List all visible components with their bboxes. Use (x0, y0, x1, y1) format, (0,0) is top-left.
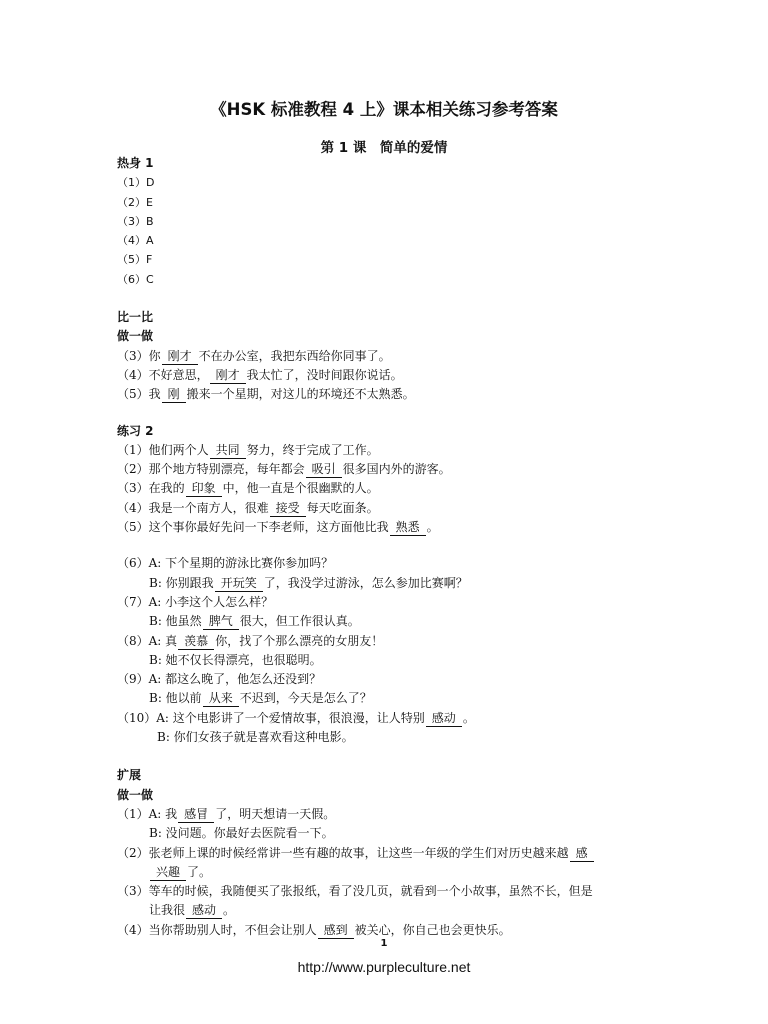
subsection-heading-practice: 做一做 (117, 787, 154, 802)
answer-blank: 印象 (186, 481, 222, 497)
answer-blank: 兴趣 (150, 865, 186, 881)
answer-blank: 感动 (186, 903, 222, 919)
dialog-line-a: （10）A: 这个电影讲了一个爱情故事，很浪漫，让人特别 感动 。 (117, 710, 475, 725)
answer-blank: 羡慕 (178, 634, 214, 650)
answer-line-continued: 让我很 感动 。 (149, 903, 236, 918)
answer-line: （2）那个地方特别漂亮，每年都会 吸引 很多国内外的游客。 (117, 462, 451, 477)
answer-blank: 吸引 (306, 462, 342, 478)
warmup-answer: （3）B (117, 214, 154, 228)
lesson-title: 第 1 课 简单的爱情 (320, 140, 448, 156)
section-heading-expand: 扩展 (117, 768, 142, 783)
footer-url: http://www.purpleculture.net (297, 959, 471, 975)
section-heading-exercise: 练习 2 (117, 423, 154, 438)
answer-blank: 感冒 (178, 807, 214, 823)
section-heading-warmup: 热身 1 (117, 156, 154, 170)
answer-blank: 开玩笑 (215, 576, 263, 592)
answer-line-continued: 兴趣 了。 (117, 863, 677, 882)
answer-line: （5）我 刚 搬来一个星期，对这儿的环境还不太熟悉。 (117, 387, 415, 402)
warmup-answer: （1）D (117, 176, 155, 190)
answer-line: （4）不好意思， 刚才 我太忙了，没时间跟你说话。 (117, 367, 403, 382)
page-number: 1 (380, 938, 388, 949)
answer-blank: 刚才 (162, 349, 198, 365)
answer-blank: 接受 (270, 501, 306, 517)
dialog-line-b: B: 她不仅长得漂亮，也很聪明。 (149, 652, 322, 667)
dialog-line-a: （8）A: 真 羡慕 你，找了个那么漂亮的女朋友！ (117, 633, 384, 648)
dialog-line-b: B: 他以前 从来 不迟到，今天是怎么了？ (149, 691, 372, 706)
answer-line: （4）当你帮助别人时，不但会让别人 感到 被关心，你自己也会更快乐。 (117, 922, 511, 937)
answer-line: （5）这个事你最好先问一下李老师，这方面他比我 熟悉 。 (117, 520, 439, 535)
dialog-line-b: B: 他虽然 脾气 很大，但工作很认真。 (149, 614, 360, 629)
answer-line: （1）他们两个人 共同 努力，终于完成了工作。 (117, 442, 379, 457)
dialog-line-a: （7）A: 小李这个人怎么样？ (117, 594, 274, 609)
dialog-line-a: （1）A: 我 感冒 了，明天想请一天假。 (117, 806, 336, 821)
dialog-line-a: （9）A: 都这么晚了，他怎么还没到？ (117, 672, 322, 687)
dialog-line-b: B: 你们女孩子就是喜欢看这种电影。 (157, 730, 354, 745)
answer-blank: 熟悉 (390, 520, 426, 536)
answer-blank: 共同 (210, 443, 246, 459)
warmup-answer: （2）E (117, 195, 153, 209)
section-heading-compare: 比一比 (117, 310, 154, 325)
warmup-answer: （4）A (117, 234, 154, 248)
dialog-line-b: B: 没问题。你最好去医院看一下。 (149, 826, 334, 841)
answer-blank: 刚才 (210, 368, 246, 384)
answer-line: （3）你 刚才 不在办公室，我把东西给你同事了。 (117, 348, 391, 363)
document-title: 《HSK 标准教程 4 上》课本相关练习参考答案 (210, 100, 558, 119)
dialog-line-b: B: 你别跟我 开玩笑 了，我没学过游泳，怎么参加比赛啊？ (149, 575, 468, 590)
dialog-line-a: （6）A: 下个星期的游泳比赛你参加吗？ (117, 556, 334, 571)
answer-line: （4）我是一个南方人，很难 接受 每天吃面条。 (117, 500, 379, 515)
warmup-answer: （6）C (117, 272, 154, 286)
answer-line: （3）在我的 印象 中，他一直是个很幽默的人。 (117, 481, 379, 496)
answer-blank: 感 (570, 846, 594, 862)
answer-line: （3）等车的时候，我随便买了张报纸，看了没几页，就看到一个小故事，虽然不长，但是 (117, 884, 593, 899)
answer-blank: 脾气 (203, 614, 239, 630)
warmup-answer: （5）F (117, 253, 153, 267)
answer-line: （2）张老师上课的时候经常讲一些有趣的故事，让这些一年级的学生们对历史越来越 感 (117, 844, 677, 863)
answer-blank: 感动 (426, 711, 462, 727)
document-body (117, 154, 677, 940)
subsection-heading-practice: 做一做 (117, 329, 154, 344)
answer-blank: 感到 (318, 923, 354, 939)
answer-blank: 从来 (203, 691, 239, 707)
answer-blank: 刚 (162, 387, 186, 403)
